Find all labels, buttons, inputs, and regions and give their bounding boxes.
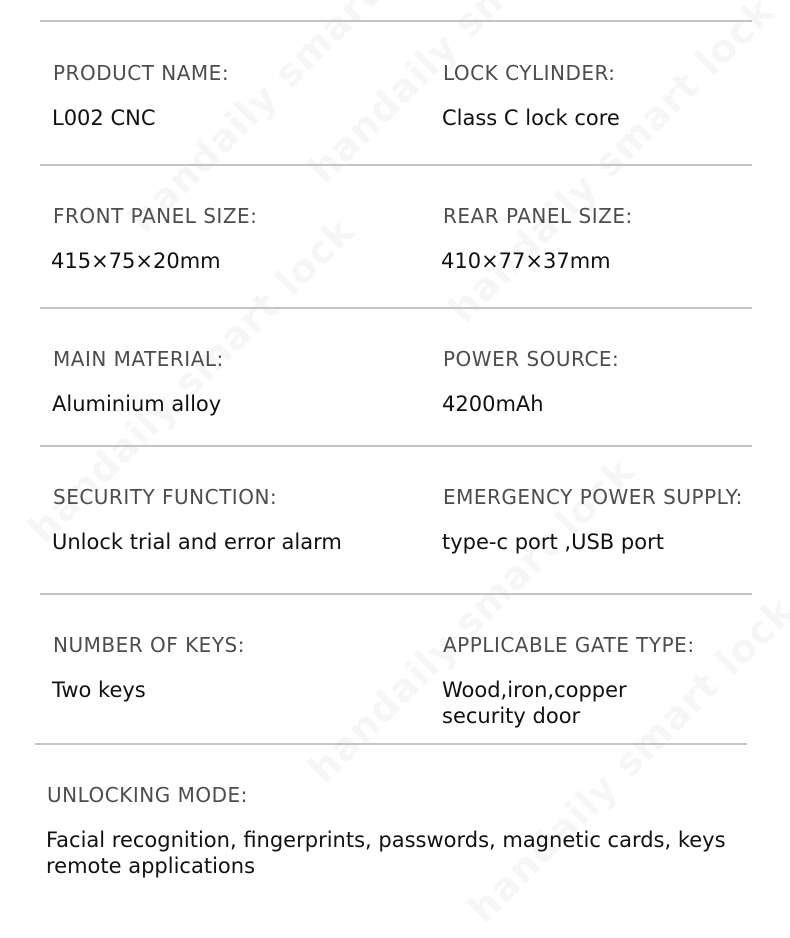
spec-value-rear-panel-size: 410×77×37mm (441, 249, 611, 273)
spec-label-security-function: SECURITY FUNCTION: (53, 485, 278, 509)
spec-value-unlocking-mode-line1: Facial recognition, fingerprints, passwords, magnetic cards, keys (46, 828, 726, 852)
divider (40, 445, 752, 447)
spec-label-front-panel-size: FRONT PANEL SIZE: (53, 204, 258, 228)
spec-label-emergency-power-supply: EMERGENCY POWER SUPPLY: (443, 485, 743, 509)
spec-label-rear-panel-size: REAR PANEL SIZE: (443, 204, 633, 228)
divider (40, 164, 752, 166)
spec-label-lock-cylinder: LOCK CYLINDER: (443, 61, 616, 85)
divider (40, 593, 752, 595)
spec-value-emergency-power-supply: type-c port ,USB port (442, 530, 664, 554)
spec-value-product-name: L002 CNC (52, 106, 156, 130)
spec-label-power-source: POWER SOURCE: (443, 347, 620, 371)
spec-value-number-of-keys: Two keys (52, 678, 146, 702)
spec-value-main-material: Aluminium alloy (52, 392, 222, 416)
spec-label-product-name: PRODUCT NAME: (53, 61, 230, 85)
spec-value-security-function: Unlock trial and error alarm (52, 530, 342, 554)
spec-value-applicable-gate-type-line2: security door (442, 704, 581, 728)
spec-value-front-panel-size: 415×75×20mm (51, 249, 221, 273)
divider (40, 20, 752, 22)
spec-value-unlocking-mode-line2: remote applications (46, 854, 256, 878)
watermark-text (300, 0, 643, 191)
spec-value-lock-cylinder: Class C lock core (442, 106, 620, 130)
spec-value-power-source: 4200mAh (442, 392, 544, 416)
spec-label-applicable-gate-type: APPLICABLE GATE TYPE: (443, 633, 695, 657)
divider (35, 743, 747, 745)
spec-label-main-material: MAIN MATERIAL: (53, 347, 224, 371)
spec-label-number-of-keys: NUMBER OF KEYS: (53, 633, 245, 657)
spec-label-unlocking-mode: UNLOCKING MODE: (47, 783, 248, 807)
spec-value-applicable-gate-type-line1: Wood,iron,copper (442, 678, 627, 702)
divider (40, 307, 752, 309)
